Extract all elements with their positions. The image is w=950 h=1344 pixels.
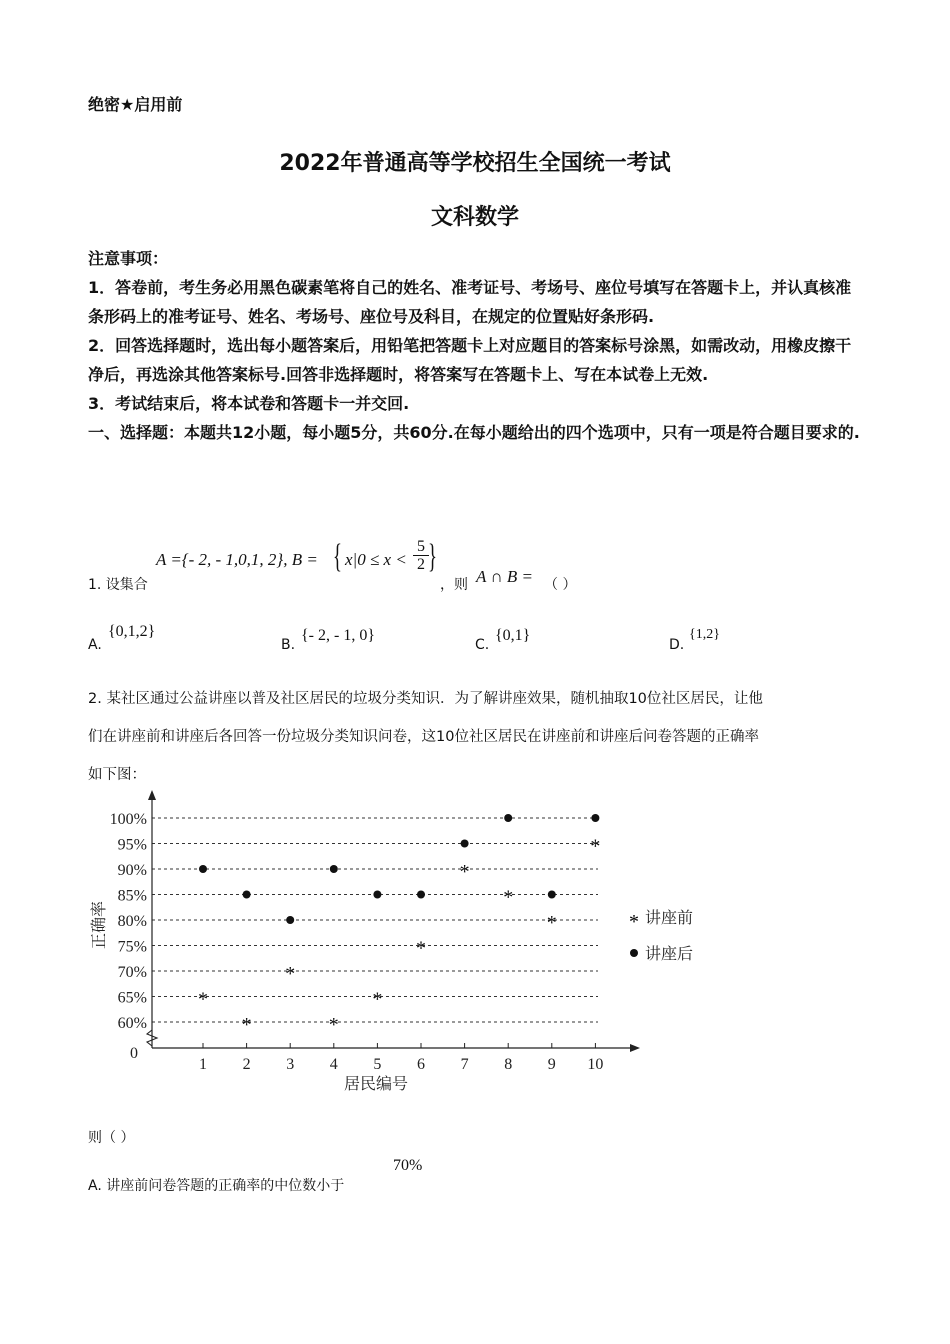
q1-option-d-label: D. <box>669 637 685 653</box>
q1-option-b-value: {- 2, - 1, 0} <box>301 627 376 644</box>
chart-axes <box>147 790 640 1052</box>
x-tick-label: 4 <box>329 1056 338 1073</box>
x-tick-label: 2 <box>242 1056 251 1073</box>
q1-option-d-value: {1,2} <box>689 627 720 642</box>
x-tick-label: 1 <box>199 1056 207 1073</box>
y-tick-label: 95% <box>117 836 147 854</box>
chart-ticks <box>110 811 604 1073</box>
before-point: * <box>372 988 383 1011</box>
legend-label-before: 讲座前 <box>645 910 694 927</box>
before-point: * <box>241 1014 252 1036</box>
q1-option-b-label: B. <box>281 637 296 653</box>
after-point <box>199 865 207 873</box>
q1-mid: ，则 <box>440 577 468 593</box>
before-point: * <box>546 912 557 934</box>
q2-option-a: A. 讲座前问卷答题的正确率的中位数小于 <box>88 1178 345 1194</box>
x-tick-label: 9 <box>547 1056 556 1073</box>
q2-line-2: 们在讲座前和讲座后各回答一份垃圾分类知识问卷，这10位社区居民在讲座前和讲座后问卷答题的正确率 <box>88 729 759 745</box>
after-point <box>417 891 425 899</box>
note-item-2: 2．回答选择题时，选出每小题答案后，用铅笔把答题卡上对应题目的答案标号涂黑，如需改动，用橡皮擦干净后，再选涂其他答案标号.回答非选择题时，将答案写在答题卡上、写在本试卷上无效. <box>88 336 852 384</box>
after-point <box>591 814 599 822</box>
q1-expr: A ∩ B = <box>476 567 533 586</box>
q1-option-a-value: {0,1,2} <box>108 623 156 640</box>
exam-subject: 文科数学 <box>430 205 519 230</box>
before-point: * <box>416 937 426 960</box>
note-item-1: 1．答卷前，考生务必用黑色碳素笔将自己的姓名、准考证号、考场号、座位号填写在答题卡上，并认真核准条形码上的准考证号、姓名、考场号、座位号及科目，在规定的位置贴好条形码. <box>88 278 852 326</box>
before-point: * <box>590 835 601 858</box>
note-item-3: 3．考试结束后，将本试卷和答题卡一并交回. <box>88 394 410 413</box>
q1-paren: （ ） <box>544 577 577 593</box>
chart-marks <box>198 814 600 1036</box>
y-tick-label: 75% <box>117 938 147 956</box>
confidential-label: 绝密★启用前 <box>88 95 183 114</box>
fraction-numerator: 5 <box>413 538 429 556</box>
notes-heading: 注意事项： <box>88 249 169 268</box>
legend-label-after: 讲座后 <box>645 946 694 963</box>
q1-set-a: A ={- 2, - 1,0,1, 2}, B = <box>156 550 318 569</box>
x-tick-label: 8 <box>504 1056 513 1073</box>
after-point <box>548 891 556 899</box>
x-tick-label: 5 <box>373 1056 382 1073</box>
q1-option-c-value: {0,1} <box>495 627 531 644</box>
after-point <box>330 865 338 873</box>
q1-option-a-label: A. <box>88 637 102 653</box>
q2-option-a-value: 70% <box>393 1157 423 1174</box>
y-tick-label: 90% <box>117 862 147 879</box>
y-tick-label: 60% <box>117 1015 147 1032</box>
q1-prefix: 1. 设集合 <box>88 577 148 593</box>
x-tick-label: 3 <box>286 1056 295 1073</box>
legend-asterisk-icon: * <box>629 911 639 933</box>
before-point: * <box>285 963 296 985</box>
y-zero-label: 0 <box>130 1045 138 1062</box>
x-tick-label: 6 <box>417 1056 425 1073</box>
legend-dot-icon <box>630 949 638 957</box>
y-tick-label: 80% <box>117 913 147 930</box>
y-tick-label: 65% <box>117 989 147 1007</box>
right-brace-icon: } <box>428 538 437 575</box>
y-axis-arrow-icon <box>148 790 156 800</box>
q2-then: 则（ ） <box>88 1130 135 1146</box>
x-axis-arrow-icon <box>630 1044 640 1052</box>
x-tick-label: 10 <box>587 1056 604 1073</box>
before-point: * <box>503 886 514 909</box>
after-point <box>461 840 469 848</box>
section-heading: 一、选择题：本题共12小题，每小题5分，共60分.在每小题给出的四个选项中，只有一项是符合题目要求的. <box>88 423 860 442</box>
q1-option-c-label: C. <box>475 637 490 653</box>
y-axis-label: 正确率 <box>91 900 108 950</box>
y-tick-label: 85% <box>117 887 147 905</box>
after-point <box>504 814 512 822</box>
x-axis-label: 居民编号 <box>343 1076 409 1093</box>
before-point: * <box>459 861 470 883</box>
before-point: * <box>328 1014 339 1036</box>
after-point <box>243 891 251 899</box>
y-tick-label: 100% <box>109 811 147 828</box>
before-point: * <box>198 988 208 1011</box>
exam-title: 2022年普通高等学校招生全国统一考试 <box>279 151 671 176</box>
x-tick-label: 7 <box>460 1056 469 1073</box>
q2-line-1: 2. 某社区通过公益讲座以普及社区居民的垃圾分类知识．为了解讲座效果，随机抽取10位社区居民，让他 <box>88 691 763 707</box>
q2-line-3: 如下图： <box>88 767 146 783</box>
y-tick-label: 70% <box>117 964 147 981</box>
after-point <box>286 916 294 924</box>
fraction-denominator: 2 <box>417 556 425 573</box>
left-brace-icon: { <box>333 538 342 575</box>
after-point <box>373 891 381 899</box>
q1-set-b: x|0 ≤ x < <box>345 550 407 569</box>
